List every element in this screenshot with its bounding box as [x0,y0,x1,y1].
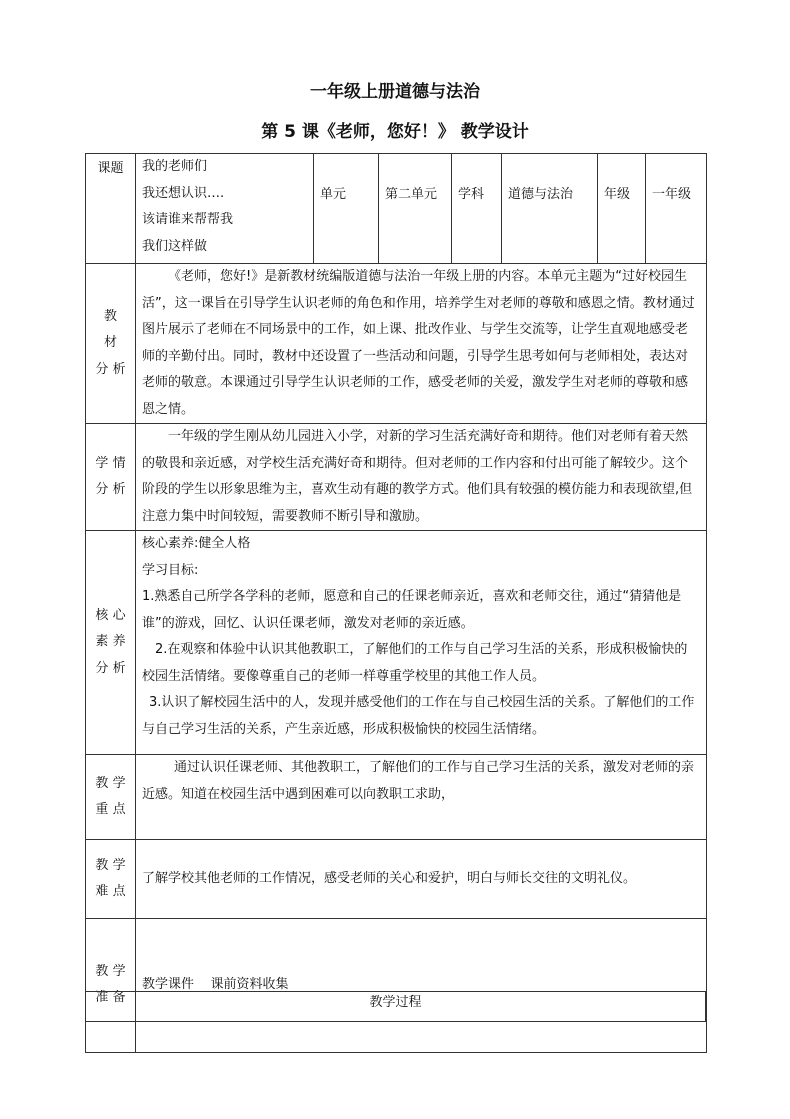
section-label: 核 心 素 养 分 析 [86,531,136,755]
paragraph: 通过认识任课老师、其他教职工，了解他们的工作与自己学习生活的关系，激发对老师的亲近感。知道在校园生活中遇到困难可以向教职工求助， [142,760,695,802]
section-content [136,919,707,1053]
page-title: 一年级上册道德与法治 [310,82,480,102]
topic-item: 该请谁来帮帮我 [142,212,234,227]
teaching-process-header: 教学过程 [85,991,706,1022]
topic-list [136,154,314,264]
section-label: 教 学 重 点 [86,755,136,840]
paragraph: 一年级的学生刚从幼儿园进入小学，对新的学习生活充满好奇和期待。他们对老师有着天然的敬畏和亲近感，对学校生活充满好奇和期待。但对老师的工作内容和付出可能了解较少。这个阶段的学生以形象思维为主，喜欢生动有趣的教学方式。他们具有较强的模仿能力和表现欲望,但注意力集中时间较短，需要教师不断引导和激励。 [142,429,693,524]
section-content [136,531,707,755]
paragraph: 教学课件 课前资料收集 [142,977,289,992]
goal-item: 2.在观察和体验中认识其他教职工，了解他们的工作与自己学习生活的关系，形成积极愉快的校园生活情绪。要像尊重自己的老师一样尊重学校里的其他工作人员。 [142,642,688,684]
section-label: 教 材 分 析 [86,264,136,424]
core-literacy-line: 核心素养:健全人格 [142,536,251,551]
section-content [136,264,707,424]
section-textbook-analysis [86,264,707,424]
section-label: 教 学 难 点 [86,840,136,919]
section-preparation [86,919,707,1053]
grade-label: 年级 [598,154,646,264]
lesson-design-table [85,153,707,1053]
goal-item: 3.认识了解校园生活中的人，发现并感受他们的工作在与自己校园生活的关系。了解他们的工作与自己学习生活的关系，产生亲近感，形成积极愉快的校园生活情绪。 [142,695,695,737]
learning-goals-heading: 学习目标: [142,562,199,578]
unit-value: 第二单元 [379,154,452,264]
section-label: 学 情 分 析 [86,424,136,531]
goal-item: 1.熟悉自己所学各学科的老师，愿意和自己的任课老师亲近，喜欢和老师交往，通过“猜猜他是谁”的游戏，回忆、认识任课老师，激发对老师的亲近感。 [142,589,682,631]
topic-item: 我的老师们 [142,159,208,174]
section-key-points [86,755,707,840]
grade-value: 一年级 [646,154,707,264]
page-subtitle: 第 5 课《老师，您好！》 教学设计 [261,122,529,142]
section-core-literacy [86,531,707,755]
topic-item: 我还想认识…. [142,185,225,201]
section-content [136,840,707,919]
section-content [136,424,707,531]
section-content [136,755,707,840]
section-student-analysis [86,424,707,531]
unit-label: 单元 [314,154,379,264]
topic-row [86,154,707,264]
subject-label: 学科 [452,154,502,264]
subject-value: 道德与法治 [502,154,598,264]
paragraph: 了解学校其他老师的工作情况，感受老师的关心和爱护，明白与师长交往的文明礼仪。 [142,870,637,886]
paragraph: 《老师，您好!》是新教材统编版道德与法治一年级上册的内容。本单元主题为“过好校园生活”，这一课旨在引导学生认识老师的角色和作用，培养学生对老师的尊敬和感恩之情。教材通过图片展示了老师在不同场景中的工作，如上课、批改作业、与学生交流等，让学生直观地感受老师的辛勤付出。同时，教材中还设置了一些活动和问题，引导学生思考如何与老师相处，表达对老师的敬意。本课通过引导学生认识老师的工作，感受老师的关爱，激发学生对老师的尊敬和感恩之情。 [142,269,695,417]
topic-item: 我们这样做 [142,238,208,254]
topic-label: 课题 [86,154,136,264]
section-difficulties [86,840,707,919]
section-label: 教 学 准 备 [86,919,136,1053]
